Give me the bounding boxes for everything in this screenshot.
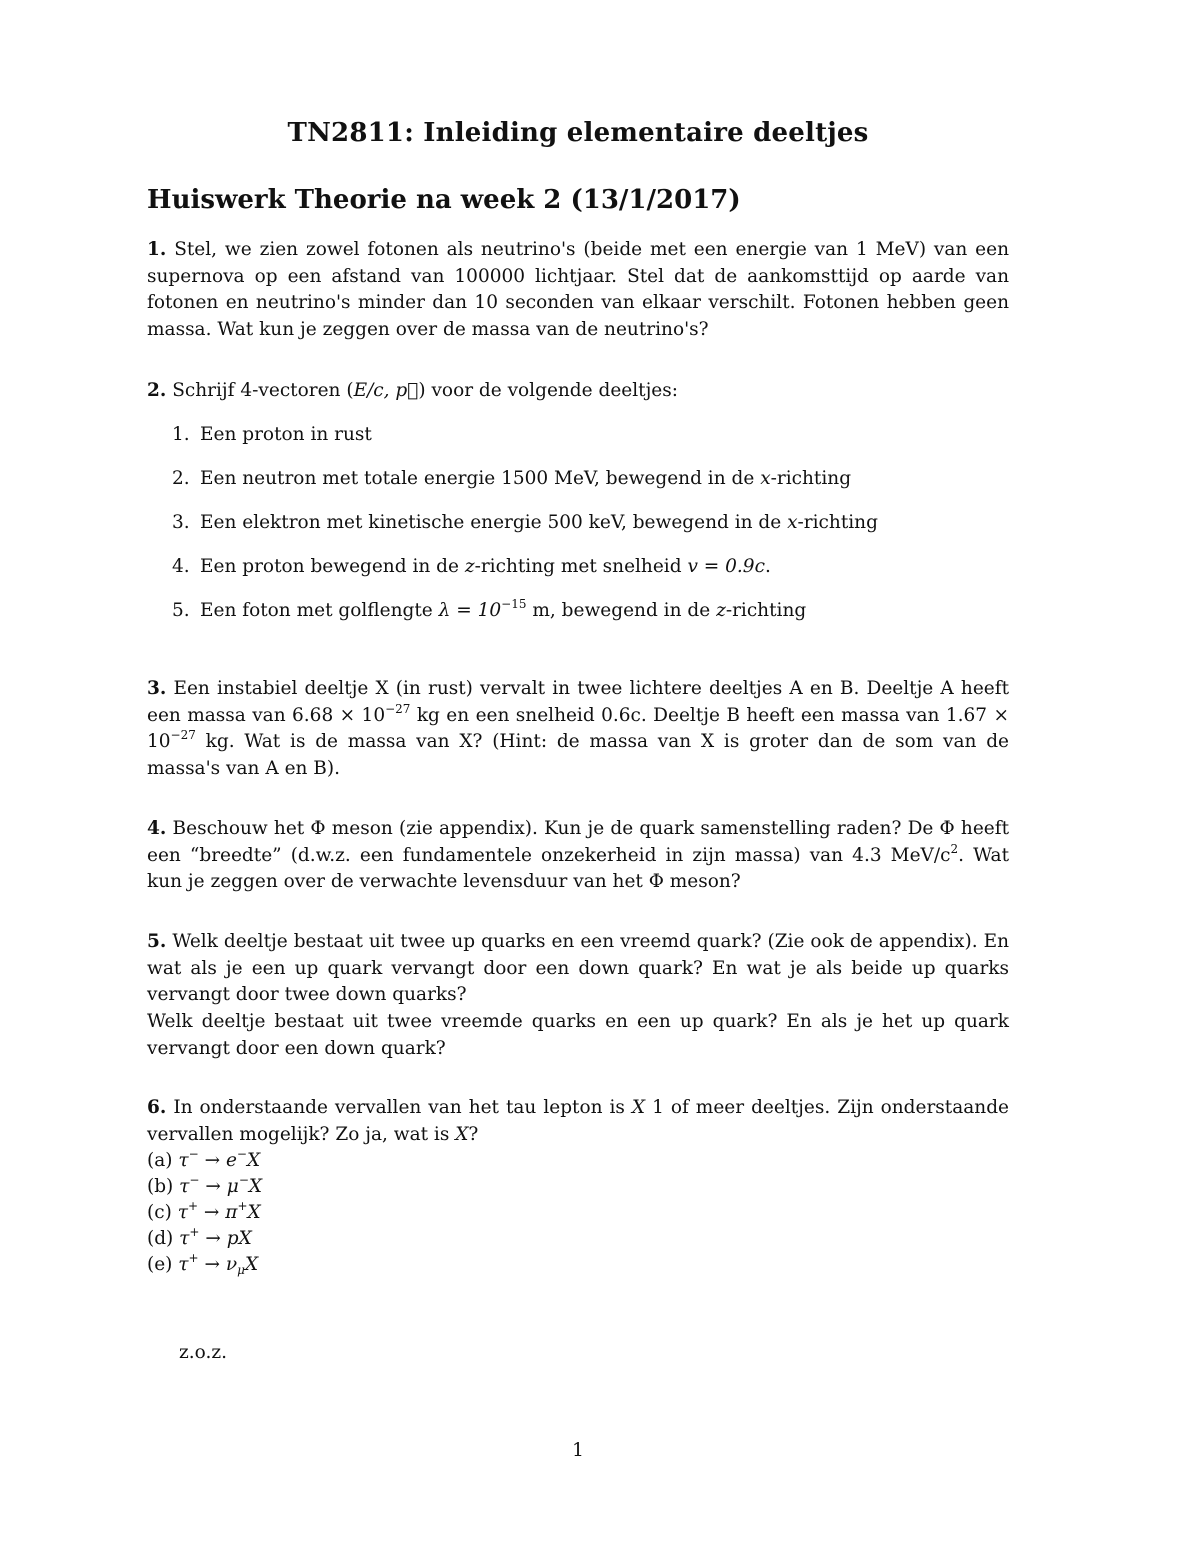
decay-label: (e) — [147, 1254, 173, 1275]
item-text: . — [764, 556, 771, 577]
question-text: 1 of meer deeltjes. Zijn onderstaande vervallen mogelijk? Zo ja, wat is — [147, 1097, 1009, 1145]
item-text: Een foton met golflengte — [200, 600, 439, 621]
item-text: Een elektron met kinetische energie 500 keV, bewegend in de — [200, 512, 788, 533]
decay-label: (c) — [147, 1202, 172, 1223]
arrow: → — [204, 1254, 220, 1275]
decay-label: (d) — [147, 1228, 174, 1249]
unknown-x: X — [248, 1176, 263, 1197]
four-vector-math: E/c, p⃗ — [353, 380, 419, 401]
question-1 — [147, 237, 1009, 343]
decay-label: (a) — [147, 1150, 173, 1171]
math-variable: x — [760, 468, 771, 489]
charge: − — [236, 1147, 247, 1161]
question-number: 5. — [147, 931, 167, 952]
question-text: kg en een snelheid 0.6c. Deeltje B heeft een massa van 1.67 × 10 — [147, 704, 1009, 752]
list-item — [172, 424, 372, 445]
math-variable: X — [631, 1097, 646, 1118]
exponent: −27 — [385, 701, 411, 716]
item-number: 5. — [172, 600, 190, 621]
arrow: → — [203, 1202, 220, 1223]
question-4 — [147, 816, 1009, 896]
item-number: 2. — [172, 468, 190, 489]
question-text: ) voor de volgende deeltjes: — [418, 380, 678, 401]
decay-lhs: τ — [178, 1150, 189, 1171]
exponent: −27 — [170, 728, 196, 742]
question-text: ? — [468, 1123, 479, 1145]
question-text: kg. Wat is de massa van X? (Hint: de massa van X is groter dan de som van de massa's van A en B). — [147, 731, 1009, 779]
math-variable: X — [455, 1123, 469, 1145]
question-text: In onderstaande vervallen van het tau lepton is — [173, 1097, 632, 1118]
decay-label: (b) — [147, 1176, 174, 1197]
arrow: → — [205, 1228, 221, 1249]
item-text: -richting — [797, 512, 878, 533]
turn-over-note: z.o.z. — [179, 1342, 227, 1363]
question-2 — [147, 378, 1009, 405]
charge: + — [187, 1199, 198, 1213]
item-text: m, bewegend in de — [526, 600, 717, 621]
question-number: 6. — [147, 1097, 167, 1118]
decay-item — [147, 1226, 252, 1252]
item-text: -richting — [725, 600, 807, 621]
item-text: Een proton bewegend in de — [200, 556, 465, 577]
item-text: -richting met snelheid — [474, 556, 688, 577]
question-number: 3. — [147, 678, 167, 699]
question-5 — [147, 929, 1009, 1009]
list-item — [172, 468, 851, 489]
exponent: −15 — [501, 597, 527, 611]
decay-rhs: μ — [226, 1176, 239, 1197]
charge: − — [189, 1173, 200, 1187]
question-number: 2. — [147, 380, 167, 401]
unknown-x: X — [246, 1150, 261, 1171]
list-item — [172, 597, 807, 621]
decay-lhs: τ — [179, 1176, 190, 1197]
item-number: 3. — [172, 512, 190, 533]
charge: + — [237, 1199, 248, 1213]
question-number: 1. — [147, 239, 167, 260]
math-expression: λ = 10 — [438, 600, 502, 621]
math-expression: v = 0.9c — [687, 556, 765, 577]
decay-rhs: p — [226, 1228, 239, 1249]
question-text: Welk deeltje bestaat uit twee up quarks en een vreemd quark? (Zie ook de appendix). En wat als je een up quark vervangt door een down quark? En wat je als beide up quarks vervangt door twee down quarks? — [147, 931, 1010, 1005]
item-text: Een proton in rust — [200, 424, 372, 445]
question-text: Een instabiel deeltje X (in rust) vervalt in twee lichtere deeltjes A en B. Deeltje A heeft een massa van 6.68 × 10 — [147, 678, 1010, 726]
decay-item — [147, 1174, 262, 1200]
document-title: TN2811: Inleiding elementaire deeltjes — [287, 118, 869, 148]
list-item — [172, 556, 771, 577]
math-variable: x — [787, 512, 798, 533]
question-3 — [147, 676, 1009, 782]
math-variable: z — [464, 556, 475, 577]
math-variable: z — [716, 600, 726, 621]
decay-lhs: τ — [179, 1228, 190, 1249]
charge: + — [188, 1251, 199, 1265]
flavor-subscript: μ — [237, 1263, 245, 1277]
item-number: 1. — [172, 424, 190, 445]
decay-item — [147, 1252, 258, 1278]
decay-item — [147, 1200, 261, 1226]
question-text: Beschouw het Φ meson (zie appendix). Kun je de quark samenstelling raden? De Φ heeft een “breedte” (d.w.z. een fundamentele onzekerheid in zijn massa) van 4.3 MeV/c — [147, 818, 1010, 866]
arrow: → — [205, 1176, 221, 1197]
arrow: → — [204, 1150, 221, 1171]
decay-rhs: ν — [225, 1254, 238, 1275]
charge: − — [238, 1173, 249, 1187]
question-text: Stel, we zien zowel fotonen als neutrino's (beide met een energie van 1 MeV) van een supernova op een afstand van 100000 lichtjaar. Stel dat de aankomsttijd op aarde van fotonen en neutrino's minder dan 10 seconden van elkaar verschilt. Fotonen hebben geen massa. Wat kun je zeggen over de massa van de neutrino's? — [147, 239, 1009, 340]
page-number: 1 — [572, 1440, 584, 1461]
question-number: 4. — [147, 818, 167, 839]
question-text: Welk deeltje bestaat uit twee vreemde quarks en een up quark? En als je het up quark vervangt door een down quark? — [147, 1011, 1009, 1059]
charge: − — [188, 1147, 199, 1161]
item-text: Een neutron met totale energie 1500 MeV, bewegend in de — [200, 468, 761, 489]
decay-lhs: τ — [178, 1254, 189, 1275]
unknown-x: X — [244, 1254, 259, 1275]
question-5-part-2 — [147, 1009, 1009, 1062]
item-text: -richting — [770, 468, 852, 489]
unknown-x: X — [247, 1202, 261, 1223]
decay-lhs: τ — [177, 1202, 188, 1223]
decay-rhs: e — [225, 1150, 237, 1171]
exponent: 2 — [950, 841, 959, 856]
item-number: 4. — [172, 556, 190, 577]
question-text: Schrijf 4-vectoren ( — [172, 380, 354, 401]
decay-rhs: π — [225, 1202, 238, 1223]
homework-heading: Huiswerk Theorie na week 2 (13/1/2017) — [147, 185, 741, 215]
charge: + — [189, 1225, 200, 1239]
list-item — [172, 512, 878, 533]
unknown-x: X — [238, 1228, 252, 1249]
question-6 — [147, 1095, 1009, 1148]
decay-item — [147, 1148, 260, 1174]
question-text: . Wat kun je zeggen over de verwachte levensduur van het Φ meson? — [147, 844, 1010, 892]
